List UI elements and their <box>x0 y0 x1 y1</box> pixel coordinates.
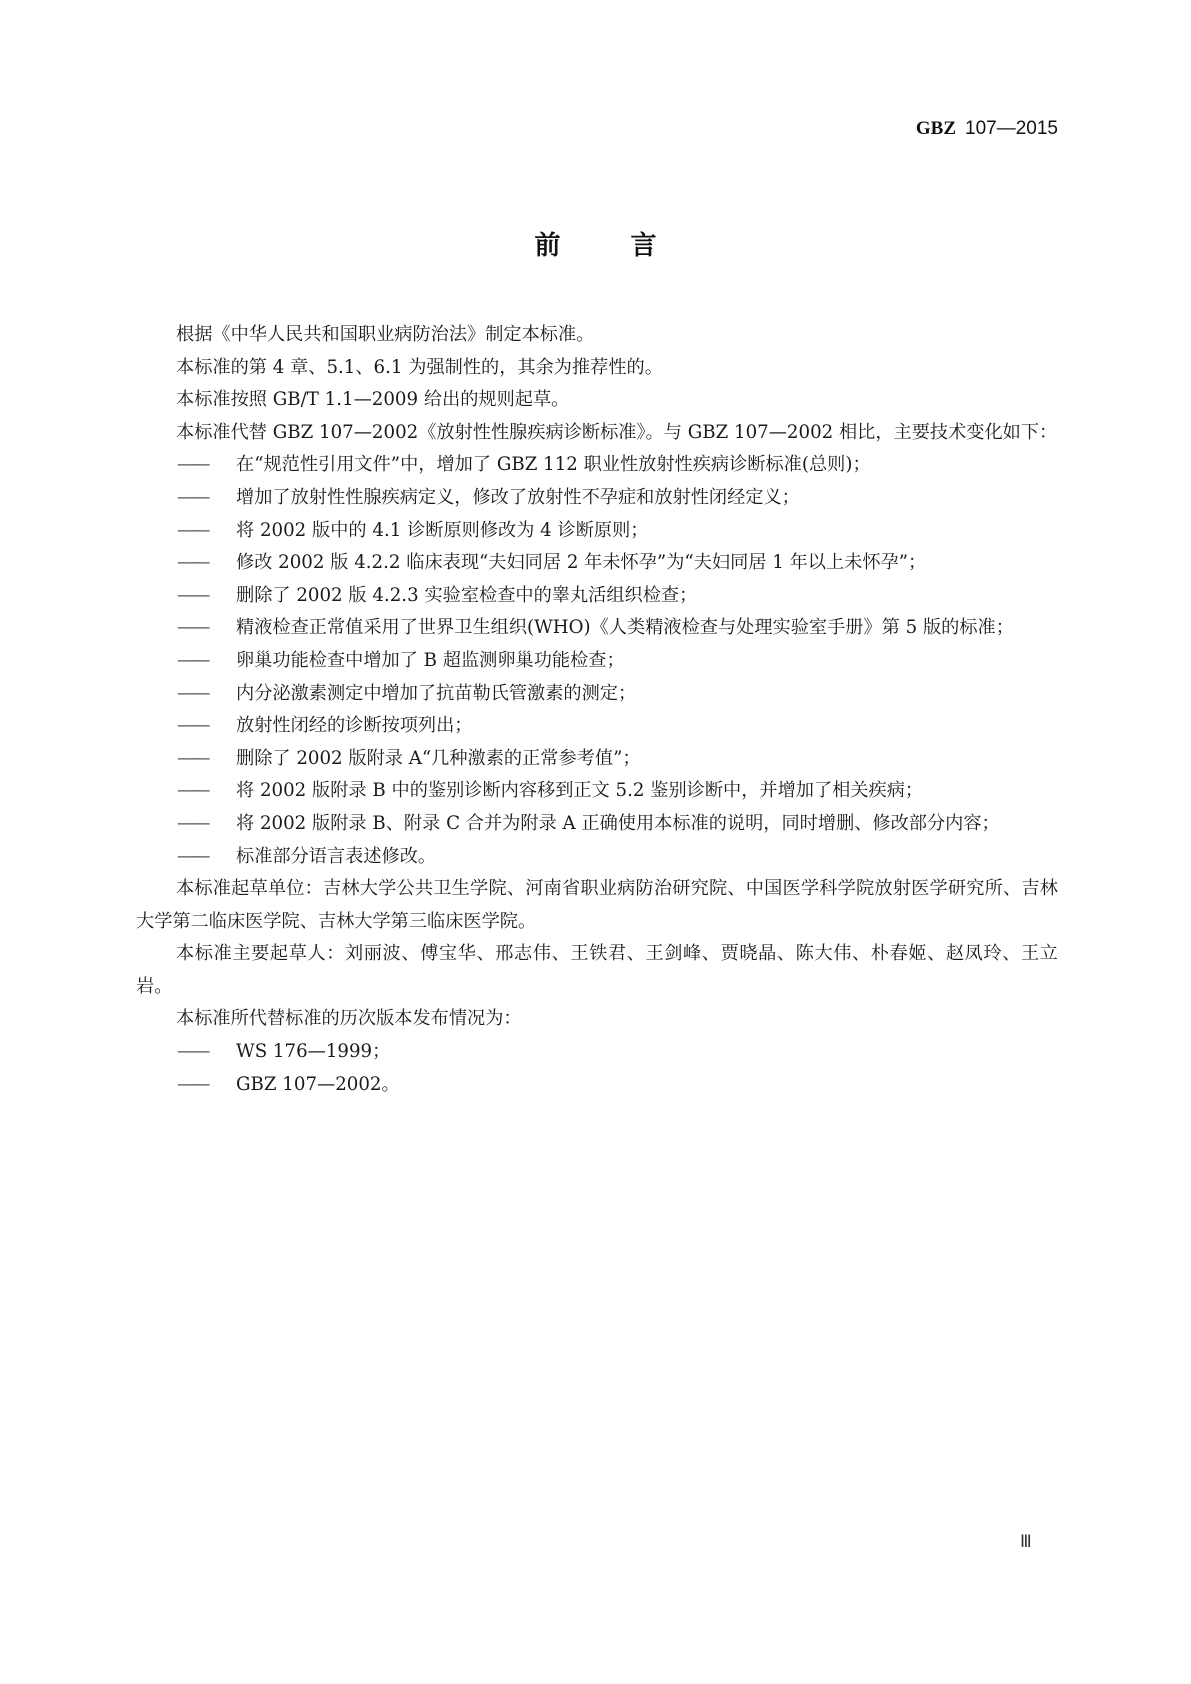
list-item: —— 将 2002 版附录 B、附录 C 合并为附录 A 正确使用本标准的说明，同时增删、修改部分内容； <box>136 808 1058 841</box>
standard-prefix: GBZ <box>915 118 957 139</box>
changes-list <box>136 449 1058 873</box>
list-item: —— 标准部分语言表述修改。 <box>136 841 1058 874</box>
list-item: —— 删除了 2002 版 4.2.3 实验室检查中的睾丸活组织检查； <box>136 580 1058 613</box>
dash-bullet: —— <box>177 617 208 639</box>
page-number: Ⅲ <box>1020 1532 1032 1551</box>
list-item: —— 将 2002 版附录 B 中的鉴别诊断内容移到正文 5.2 鉴别诊断中，并增加了相关疾病； <box>136 775 1058 808</box>
list-item: —— WS 176—1999； <box>136 1036 1058 1069</box>
list-item: —— 将 2002 版中的 4.1 诊断原则修改为 4 诊断原则； <box>136 515 1058 548</box>
dash-bullet: —— <box>177 1073 208 1095</box>
foreword-body <box>136 319 1058 1101</box>
list-item: —— 在“规范性引用文件”中，增加了 GBZ 112 职业性放射性疾病诊断标准(总则)； <box>136 449 1058 482</box>
intro-paragraph: 本标准按照 GB/T 1.1—2009 给出的规则起草。 <box>176 389 570 411</box>
drafting-units-paragraph: 本标准起草单位：吉林大学公共卫生学院、河南省职业病防治研究院、中国医学科学院放射医学研究所、吉林大学第二临床医学院、吉林大学第三临床医学院。 <box>136 878 1058 932</box>
dash-bullet: —— <box>177 584 208 606</box>
dash-bullet: —— <box>177 649 208 671</box>
history-list <box>136 1036 1058 1101</box>
list-item: —— 精液检查正常值采用了世界卫生组织(WHO)《人类精液检查与处理实验室手册》第 5 版的标准； <box>136 612 1058 645</box>
dash-bullet: —— <box>177 715 208 737</box>
dash-bullet: —— <box>177 519 208 541</box>
dash-bullet: —— <box>177 747 208 769</box>
dash-bullet: —— <box>177 812 208 834</box>
list-item: —— 卵巢功能检查中增加了 B 超监测卵巢功能检查； <box>136 645 1058 678</box>
list-item: —— 放射性闭经的诊断按项列出； <box>136 710 1058 743</box>
list-item: —— 删除了 2002 版附录 A“几种激素的正常参考值”； <box>136 743 1058 776</box>
dash-bullet: —— <box>177 780 208 802</box>
list-item: —— GBZ 107—2002。 <box>136 1069 1058 1102</box>
intro-paragraph: 根据《中华人民共和国职业病防治法》制定本标准。 <box>176 324 595 345</box>
dash-bullet: —— <box>177 682 208 704</box>
dash-bullet: —— <box>177 552 208 574</box>
dash-bullet: —— <box>177 454 208 476</box>
list-item: —— 增加了放射性性腺疾病定义，修改了放射性不孕症和放射性闭经定义； <box>136 482 1058 515</box>
dash-bullet: —— <box>177 845 208 867</box>
standard-code-header <box>916 118 1058 140</box>
intro-paragraph: 本标准代替 GBZ 107—2002《放射性性腺疾病诊断标准》。与 GBZ 107—2002 相比，主要技术变化如下： <box>176 421 1058 443</box>
list-item: —— 内分泌激素测定中增加了抗苗勒氏管激素的测定； <box>136 678 1058 711</box>
standard-number: 107—2015 <box>965 118 1058 139</box>
intro-paragraph: 本标准的第 4 章、5.1、6.1 为强制性的，其余为推荐性的。 <box>176 356 663 378</box>
history-intro-paragraph: 本标准所代替标准的历次版本发布情况为： <box>176 1008 522 1030</box>
drafters-paragraph: 本标准主要起草人：刘丽波、傅宝华、邢志伟、王铁君、王剑峰、贾晓晶、陈大伟、朴春姬、赵凤玲、王立岩。 <box>136 943 1058 997</box>
page-title: 前言 <box>534 231 727 261</box>
list-item: —— 修改 2002 版 4.2.2 临床表现“夫妇同居 2 年未怀孕”为“夫妇同居 1 年以上未怀孕”； <box>136 547 1058 580</box>
dash-bullet: —— <box>177 1041 208 1063</box>
dash-bullet: —— <box>177 486 208 508</box>
